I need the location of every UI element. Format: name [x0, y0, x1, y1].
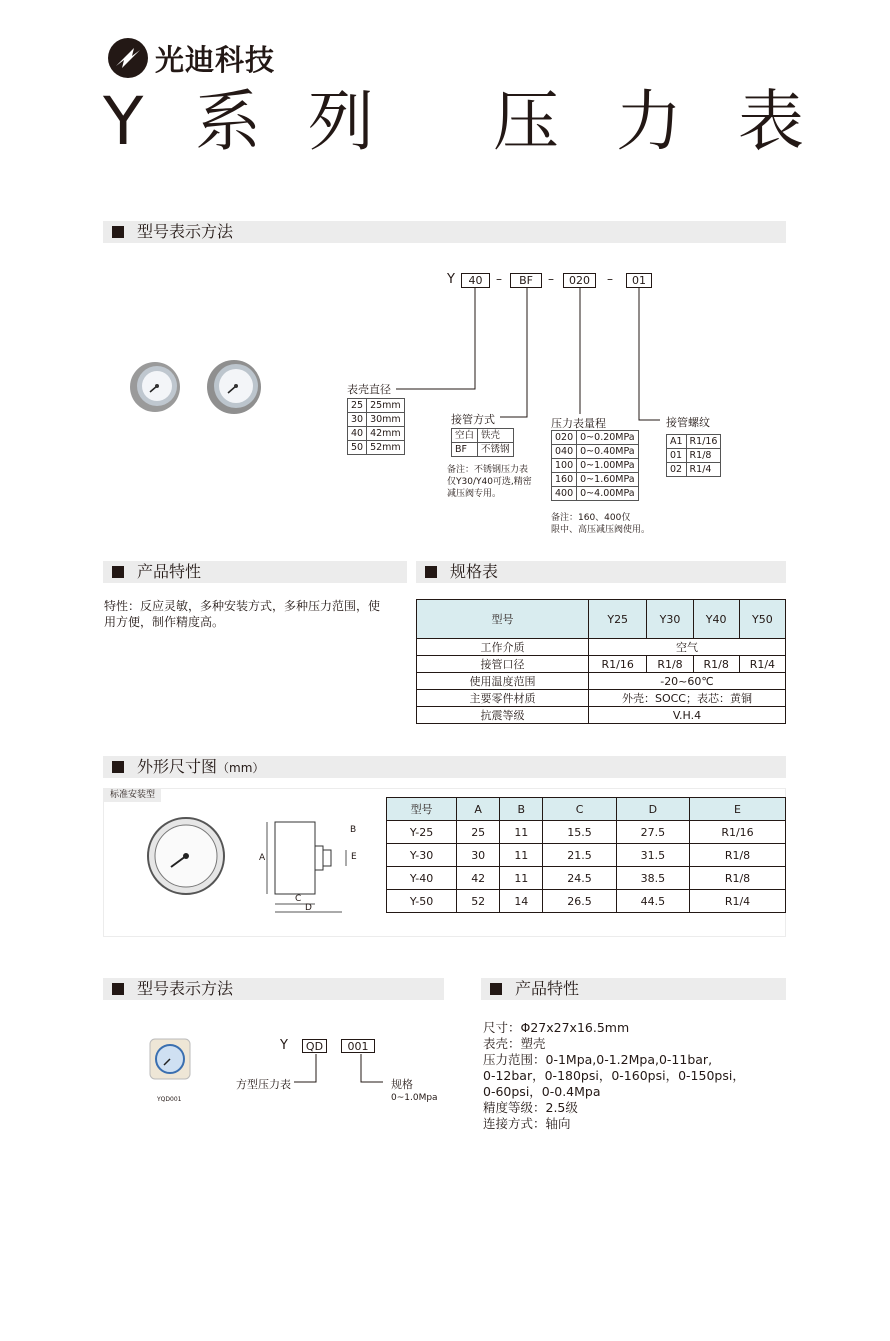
code-prefix: Y — [280, 1038, 288, 1053]
title-char: 列 — [308, 83, 374, 160]
table-row: A1 R1/16 — [667, 435, 721, 449]
code-dash: – — [548, 272, 554, 286]
title-char: 表 — [738, 83, 804, 160]
leader-lines-2 — [290, 1052, 390, 1087]
code-prefix: Y — [447, 272, 455, 287]
table-row: 使用温度范围 -20~60℃ — [417, 673, 786, 690]
table-row: 400 0~4.00MPa — [552, 487, 639, 501]
features-2-list: 尺寸：Φ27x27x16.5mm 表壳：塑壳 压力范围：0-1Mpa,0-1.2Mpa,0-11bar, 0-12bar，0-180psi，0-160psi，0-150psi， 0-60psi，0-0.4Mpa 精度等级：2.5级 连接方式：轴向 — [483, 1020, 745, 1131]
code-box-range: 020 — [563, 273, 596, 288]
dim-label-c: C — [295, 894, 302, 904]
table-row: Y-25 25 11 15.5 27.5 R1/16 — [387, 821, 786, 844]
table-row: 01 R1/8 — [667, 449, 721, 463]
title-char: 系 — [195, 83, 261, 160]
code-dash: – — [496, 272, 502, 286]
section-header-dimensions: 外形尺寸图（mm） — [103, 756, 786, 778]
table-row: 接管口径 R1/16 R1/8 R1/8 R1/4 — [417, 656, 786, 673]
table-header-row: 型号 A B C D E — [387, 798, 786, 821]
dim-label-a: A — [259, 853, 266, 863]
range-note: 备注：160、400仅 限中、高压减压阀使用。 — [551, 513, 651, 535]
thread-label: 接管螺纹 — [666, 416, 710, 429]
table-row: 50 52mm — [348, 441, 405, 455]
section-header-features: 产品特性 — [103, 561, 407, 583]
section-header-model: 型号表示方法 — [103, 221, 786, 243]
table-row: 040 0~0.40MPa — [552, 445, 639, 459]
brand-name: 光迪科技 — [155, 43, 276, 77]
dim-label-b: B — [350, 825, 357, 835]
code-box-diameter: 40 — [461, 273, 490, 288]
section-header-spec: 规格表 — [416, 561, 786, 583]
table-row: 40 42mm — [348, 427, 405, 441]
title-char: 力 — [616, 83, 682, 160]
dim-label-e: E — [351, 852, 357, 862]
table-row: 100 0~1.00MPa — [552, 459, 639, 473]
code-box-type: QD — [302, 1039, 327, 1053]
diameter-label: 表壳直径 — [347, 383, 391, 396]
features-text: 特性：反应灵敏，多种安装方式，多种压力范围，使 用方便，制作精度高。 — [104, 599, 381, 629]
code-box-spec: 001 — [341, 1039, 375, 1053]
code-dash: – — [607, 272, 613, 286]
dimensions-table — [386, 797, 786, 913]
spec-table — [416, 599, 786, 724]
code-box-connection: BF — [510, 273, 542, 288]
spec-value: 0~1.0Mpa — [391, 1093, 438, 1103]
table-row: 30 30mm — [348, 413, 405, 427]
table-row: 02 R1/4 — [667, 463, 721, 477]
title-char: 压 — [493, 83, 559, 160]
table-row: BF 不锈钢 — [452, 443, 514, 457]
title-char: Y — [103, 83, 144, 160]
table-row: 主要零件材质 外壳：SOCC；表芯：黄铜 — [417, 690, 786, 707]
table-row: 160 0~1.60MPa — [552, 473, 639, 487]
dim-label-d: D — [305, 903, 312, 913]
product-caption: YQD001 — [157, 1096, 182, 1103]
brand-logo-icon — [108, 38, 148, 78]
connection-label: 接管方式 — [451, 413, 495, 426]
square-gauge-photo — [148, 1037, 192, 1083]
table-row: Y-40 42 11 24.5 38.5 R1/8 — [387, 867, 786, 890]
table-row: 工作介质 空气 — [417, 639, 786, 656]
range-table — [551, 430, 639, 501]
range-label: 压力表量程 — [551, 417, 606, 430]
spec-label: 规格 — [391, 1078, 413, 1091]
install-type-tag: 标准安装型 — [104, 789, 161, 802]
type-label: 方型压力表 — [236, 1078, 291, 1091]
gauge-side-drawing — [258, 818, 358, 916]
code-box-thread: 01 — [626, 273, 652, 288]
table-row: 抗震等级 V.H.4 — [417, 707, 786, 724]
section-header-model-2: 型号表示方法 — [103, 978, 444, 1000]
table-row: Y-30 30 11 21.5 31.5 R1/8 — [387, 844, 786, 867]
connection-note: 备注：不锈钢压力表 仅Y30/Y40可选,精密 减压阀专用。 — [447, 465, 532, 499]
table-row: 25 25mm — [348, 399, 405, 413]
section-header-features-2: 产品特性 — [481, 978, 786, 1000]
table-row: 空白 铁壳 — [452, 429, 514, 443]
gauge-front-drawing — [145, 815, 227, 897]
diameter-table — [347, 398, 405, 455]
table-row: Y-50 52 14 26.5 44.5 R1/4 — [387, 890, 786, 913]
connection-table — [451, 428, 514, 457]
table-header-row: 型号 Y25 Y30 Y40 Y50 — [417, 600, 786, 639]
gauge-product-photo — [128, 360, 268, 415]
thread-table — [666, 434, 721, 477]
table-row: 020 0~0.20MPa — [552, 431, 639, 445]
